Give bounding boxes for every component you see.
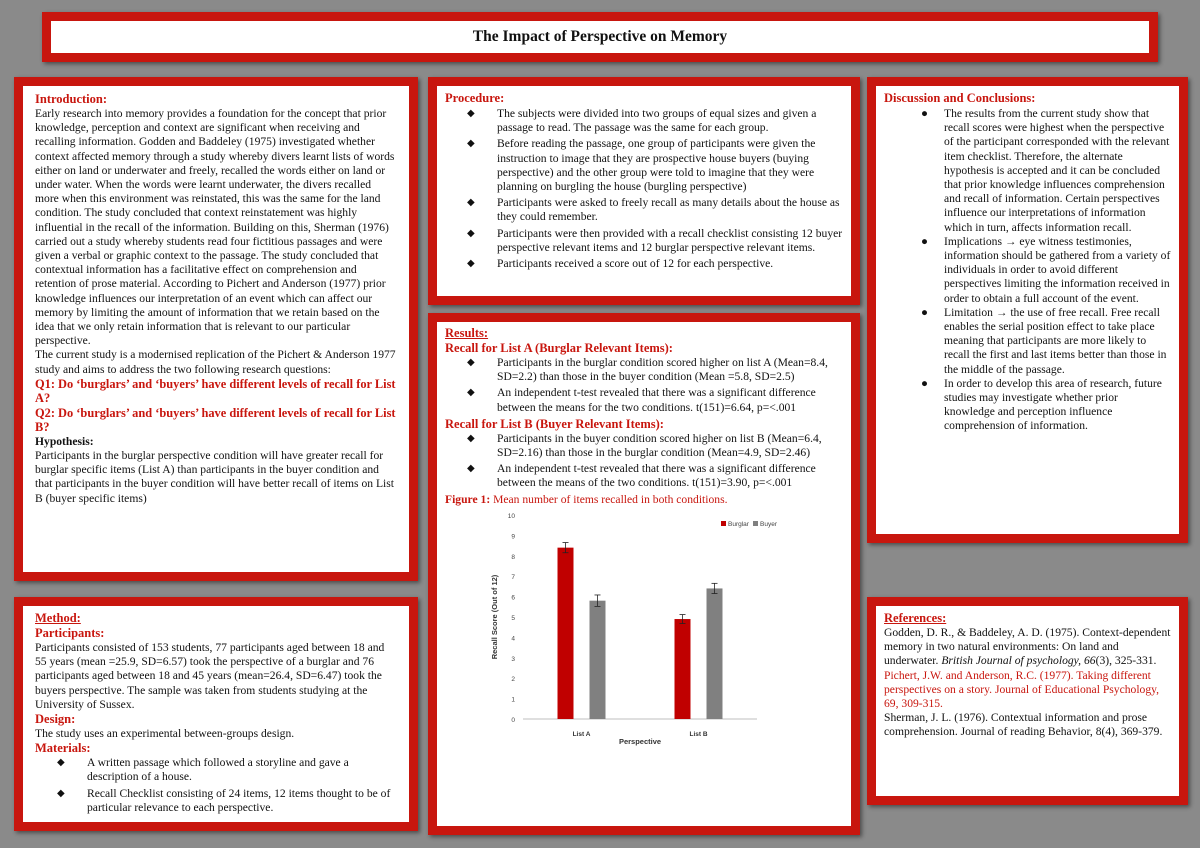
materials-list — [35, 756, 397, 815]
poster-title: The Impact of Perspective on Memory — [472, 28, 728, 45]
y-tick-label: 3 — [511, 655, 515, 663]
legend-swatch-burglar — [721, 521, 726, 526]
y-axis-title: Recall Score (Out of 12) — [490, 574, 499, 660]
y-tick-label: 2 — [511, 676, 515, 684]
list-item: ◆ A written passage which followed a storyline and gave a description of a house. — [57, 756, 349, 784]
x-tick-label: List B — [689, 730, 708, 738]
bullet-dot-icon: ● — [921, 234, 929, 248]
diamond-bullet-icon: ◆ — [57, 787, 65, 799]
figure-caption — [445, 493, 843, 507]
method-panel — [14, 597, 418, 831]
introduction-panel — [14, 77, 418, 581]
list-item: ◆ Participants received a score out of 12 for each perspective. — [467, 257, 774, 271]
procedure-list — [445, 107, 843, 271]
legend-label-burglar: Burglar — [728, 520, 749, 528]
list-a-results — [445, 356, 843, 415]
research-question-2: Q2: Do ‘burglars’ and ‘buyers’ have different levels of recall for List B? — [35, 405, 396, 435]
list-item: ◆ Participants in the burglar condition scored higher on list A (Mean=8.4, SD=2.2) than those in the buyer condition (Mean =5.8, SD=2.5) — [467, 356, 828, 384]
diamond-bullet-icon: ◆ — [467, 258, 475, 270]
list-item: ◆ The subjects were divided into two groups of equal sizes and given a passage to read. The passage was the same for each group. — [467, 107, 817, 135]
y-tick-label: 9 — [511, 533, 515, 541]
discussion-panel — [867, 77, 1188, 543]
list-item: ● Implications → eye witness testimonies, information should be gathered from a variety of individuals in order to avoid different perspectives limiting the information received in order to obtain a full account of the event. — [921, 234, 1171, 305]
list-item: ◆ Participants in the buyer condition scored higher on list B (Mean=6.4, SD=2.16) than those in the burglar condition (Mean=4.9, SD=2.46) — [467, 431, 822, 460]
y-tick-label: 1 — [511, 696, 515, 704]
hypothesis-heading: Hypothesis: — [35, 434, 94, 448]
diamond-bullet-icon: ◆ — [467, 387, 475, 399]
list-b-results — [445, 432, 843, 491]
intro-paragraph-1: Early research into memory provides a foundation for the concept that prior knowledge, perception and context are significant when receiving and recalling information. Godden and Baddeley (1975) investigated whether context affected memory through a study whereby divers learnt lists of words either on land or underwater and freely, recalled the words either on land or under water. When the words were learnt underwater, the divers recalled more when this environment was reinstated, this was the same for the land condition. The study concluded that context reinstatement was highly influential in the recall of the information. Building on this, Sherman (1976) carried out a study whereby students read four fictitious passages and were given a verbal or graphic context to the passage. The study concluded that contextual information has a facilitative effect on comprehension and retention of prose material. According to Pichert and Anderson (1977) prior knowledge influences our interpretation of an event which can affect our memory by limiting the amount of information that we retain based on the idea that we only retain information that is relevant to our particular perspective. — [35, 107, 395, 348]
participants-heading: Participants: — [35, 626, 105, 640]
bullet-dot-icon: ● — [921, 305, 929, 319]
bullet-dot-icon: ● — [921, 107, 929, 120]
bar-buyer-list-b — [707, 588, 723, 719]
legend-swatch-buyer — [753, 521, 758, 526]
participants-text: Participants consisted of 153 students, 77 participants aged between 18 and 55 years (mean =25.9, SD=6.57) took the perspective of a burglar and 76 participants aged between 18 and 45 years (mean=26.4, SD=6.47) took the buyers perspective. The sample was taken from students studying at the University of Sussex. — [35, 641, 385, 711]
results-panel — [428, 313, 860, 835]
procedure-heading: Procedure: — [445, 91, 505, 105]
list-item: ● In order to develop this area of research, future studies may investigate whether prior knowledge and perception influence comprehension of information. — [921, 376, 1162, 433]
bar-burglar-list-b — [675, 619, 691, 719]
method-heading: Method: — [35, 611, 81, 625]
y-tick-label: 6 — [511, 594, 515, 602]
figure-caption-text: Mean number of items recalled in both conditions. — [490, 492, 728, 506]
references-heading: References: — [884, 611, 947, 625]
design-heading: Design: — [35, 712, 76, 727]
intro-heading: Introduction: — [35, 92, 108, 106]
reference-pichert: Pichert, J.W. and Anderson, R.C. (1977). Taking different perspectives on a story. Journal of Educational Psychology, 69, 309-315. — [884, 668, 1160, 711]
intro-paragraph-2: The current study is a modernised replication of the Pichert & Anderson 1977 study and aims to address the two following research questions: — [35, 348, 396, 376]
materials-heading: Materials: — [35, 741, 91, 756]
title-banner — [42, 12, 1158, 62]
legend-label-buyer: Buyer — [760, 520, 777, 528]
reference-sherman: Sherman, J. L. (1976). Contextual information and prose comprehension. Journal of reading Behavior, 8(4), 369-379. — [884, 711, 1163, 739]
list-item: ◆ Recall Checklist consisting of 24 items, 12 items thought to be of particular relevance to each perspective. — [57, 786, 391, 814]
diamond-bullet-icon: ◆ — [467, 138, 475, 150]
diamond-bullet-icon: ◆ — [467, 227, 475, 239]
discussion-heading: Discussion and Conclusions: — [884, 91, 1036, 105]
diamond-bullet-icon: ◆ — [57, 757, 65, 769]
y-tick-label: 7 — [511, 574, 515, 582]
list-item: ● Limitation → the use of free recall. Free recall enables the serial position effect to take place meaning that participants are more likely to recall the first and last items better than those in the middle of the passage. — [921, 305, 1167, 376]
design-text: The study uses an experimental between-groups design. — [35, 727, 295, 741]
diamond-bullet-icon: ◆ — [467, 357, 475, 368]
research-question-1: Q1: Do ‘burglars’ and ‘buyers’ have different levels of recall for List A? — [35, 376, 396, 406]
y-tick-label: 5 — [511, 614, 515, 622]
diamond-bullet-icon: ◆ — [467, 432, 475, 444]
references-panel — [867, 597, 1188, 805]
list-item: ◆ Participants were asked to freely recall as many details about the house as they could remember. — [467, 196, 840, 224]
bar-burglar-list-a — [558, 547, 574, 718]
bullet-dot-icon: ● — [921, 376, 929, 390]
list-item: ◆ Participants were then provided with a recall checklist consisting 12 buyer perspective relevant items and 12 burglar perspective relevant items. — [467, 226, 843, 254]
list-a-heading: Recall for List A (Burglar Relevant Items): — [445, 341, 673, 355]
y-tick-label: 8 — [511, 553, 515, 561]
list-item: ◆ An independent t-test revealed that there was a significant difference between the means of the two conditions. t(151)=3.90, p=<.001 — [467, 462, 816, 490]
hypothesis-text: Participants in the burglar perspective condition will have greater recall for burglar specific items (List A) than participants in the buyer condition and that participants in the buyer condition will have better recall of items on List B (buyer specific items) — [35, 449, 394, 505]
y-tick-label: 0 — [511, 716, 515, 724]
list-item: ◆ An independent t-test revealed that there was a significant difference between the means for the two conditions. t(151)=6.64, p=<.001 — [467, 386, 816, 414]
x-tick-label: List A — [572, 730, 591, 738]
y-tick-label: 10 — [507, 512, 515, 520]
results-heading: Results: — [445, 326, 489, 340]
recall-bar-chart — [445, 507, 851, 747]
discussion-list — [884, 107, 1171, 434]
reference-godden: Godden, D. R., & Baddeley, A. D. (1975). Context-dependent memory in two natural environments: On land and underwater. British Journal of psychology, 66(3), 325-331. — [884, 626, 1171, 668]
figure-label: Figure 1: — [445, 492, 491, 506]
diamond-bullet-icon: ◆ — [467, 197, 475, 209]
bar-buyer-list-a — [590, 601, 606, 719]
list-item: ● The results from the current study show that recall scores were highest when the perspective of the participant corresponded with the relevant item checklist. Therefore, the alternate hypothesis is accepted and it can be concluded that prior knowledge influences comprehension and recall of information. Certain perspectives influence our interpretations of information which in turn, affects information recall. — [921, 107, 1170, 234]
diamond-bullet-icon: ◆ — [467, 463, 475, 475]
procedure-panel — [428, 77, 860, 305]
list-b-heading: Recall for List B (Buyer Relevant Items): — [445, 416, 664, 431]
x-axis-title: Perspective — [618, 736, 662, 746]
diamond-bullet-icon: ◆ — [467, 108, 475, 119]
y-tick-label: 4 — [511, 635, 515, 643]
list-item: ◆ Before reading the passage, one group of participants were given the instruction to image that they are prospective house buyers (buying perspective) and the other group were told to imagine that they were planning on burgling the house (burgling perspective) — [467, 137, 816, 194]
